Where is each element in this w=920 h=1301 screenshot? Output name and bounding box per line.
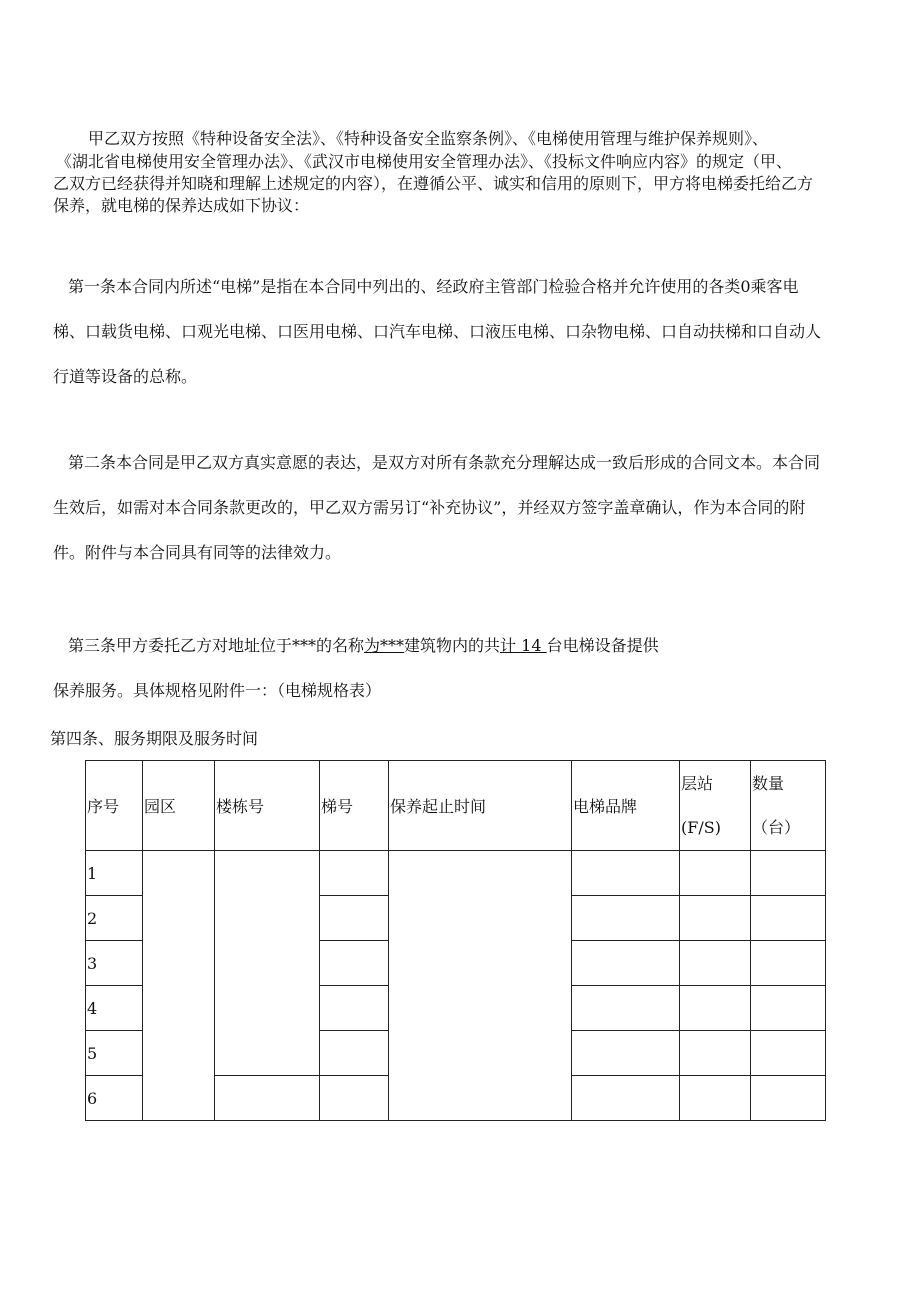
- building-cell: [215, 1076, 320, 1121]
- elevator-spec-table: [85, 760, 826, 1121]
- qty-cell: [751, 1076, 826, 1121]
- building-cell-merged: [215, 851, 320, 1076]
- brand-cell: [572, 1076, 680, 1121]
- article2-line-2: 生效后，如需对本合同条款更改的，甲乙双方需另订“补充协议”，并经双方签字盖章确认，作为本合同的附: [53, 498, 806, 517]
- article3-text-c: 台电梯设备提供: [546, 636, 659, 655]
- brand-cell: [572, 851, 680, 896]
- elevator-no-cell: [320, 941, 389, 986]
- header-seq: 序号: [86, 761, 143, 851]
- park-cell-merged: [143, 851, 215, 1121]
- elevator-no-cell: [320, 896, 389, 941]
- article3-line-1: [68, 636, 659, 656]
- floors-cell: [680, 851, 751, 896]
- floors-cell: [680, 1031, 751, 1076]
- row-seq: 1: [86, 851, 143, 896]
- qty-cell: [751, 986, 826, 1031]
- period-cell-merged: [389, 851, 572, 1121]
- floors-cell: [680, 941, 751, 986]
- row-seq: 4: [86, 986, 143, 1031]
- article1-line-3: 行道等设备的总称。: [53, 367, 198, 386]
- header-floors: [680, 761, 751, 851]
- brand-cell: [572, 941, 680, 986]
- article3-text-a: 第三条甲方委托乙方对地址位于***的名称: [68, 636, 365, 655]
- article3-text-b: 建筑物内的共: [404, 636, 501, 655]
- header-qty-line1: 数量: [752, 773, 785, 793]
- qty-cell: [751, 941, 826, 986]
- elevator-no-cell: [320, 1031, 389, 1076]
- intro-line-2: 《湖北省电梯使用安全管理办法》、《武汉市电梯使用安全管理办法》、《投标文件响应内容》的规定（甲、: [56, 152, 793, 171]
- brand-cell: [572, 896, 680, 941]
- qty-cell: [751, 896, 826, 941]
- article2-line-1: 第二条本合同是甲乙双方真实意愿的表达，是双方对所有条款充分理解达成一致后形成的合同文本。本合同: [68, 453, 821, 472]
- header-floors-line2: (F/S): [681, 817, 721, 837]
- qty-cell: [751, 851, 826, 896]
- floors-cell: [680, 896, 751, 941]
- brand-cell: [572, 986, 680, 1031]
- header-floors-line1: 层站: [681, 773, 714, 793]
- header-qty: [751, 761, 826, 851]
- floors-cell: [680, 1076, 751, 1121]
- header-building: 楼栋号: [215, 761, 320, 851]
- brand-cell: [572, 1031, 680, 1076]
- article3-elevator-count: 计 14: [500, 636, 547, 655]
- row-seq: 2: [86, 896, 143, 941]
- intro-line-3: 乙双方已经获得并知晓和理解上述规定的内容），在遵循公平、诚实和信用的原则下，甲方将电梯委托给乙方: [53, 174, 814, 193]
- table-header-row: [86, 761, 826, 851]
- qty-cell: [751, 1031, 826, 1076]
- floors-cell: [680, 986, 751, 1031]
- article3-line-2: 保养服务。具体规格见附件一：（电梯规格表）: [53, 681, 382, 700]
- row-seq: 3: [86, 941, 143, 986]
- row-seq: 5: [86, 1031, 143, 1076]
- article1-line-1: 第一条本合同内所述“电梯”是指在本合同中列出的、经政府主管部门检验合格并允许使用的各类0乘客电: [68, 277, 799, 296]
- table-row: [86, 851, 826, 896]
- header-brand: 电梯品牌: [572, 761, 680, 851]
- elevator-no-cell: [320, 851, 389, 896]
- article4-title: 第四条、服务期限及服务时间: [50, 729, 259, 748]
- article3-building-name: 为***: [364, 636, 405, 655]
- intro-line-1: 甲乙双方按照《特种设备安全法》、《特种设备安全监察条例》、《电梯使用管理与维护保养规则》、: [88, 129, 769, 148]
- header-period: 保养起止时间: [389, 761, 572, 851]
- row-seq: 6: [86, 1076, 143, 1121]
- header-qty-line2: （台）: [752, 817, 801, 837]
- header-elevator-no: 梯号: [320, 761, 389, 851]
- header-park: 园区: [143, 761, 215, 851]
- elevator-no-cell: [320, 986, 389, 1031]
- intro-line-4: 保养，就电梯的保养达成如下协议：: [53, 196, 310, 215]
- article2-line-3: 件。附件与本合同具有同等的法律效力。: [53, 543, 342, 562]
- article1-line-2: 梯、口载货电梯、口观光电梯、口医用电梯、口汽车电梯、口液压电梯、口杂物电梯、口自动扶梯和口自动人: [53, 322, 822, 341]
- elevator-no-cell: [320, 1076, 389, 1121]
